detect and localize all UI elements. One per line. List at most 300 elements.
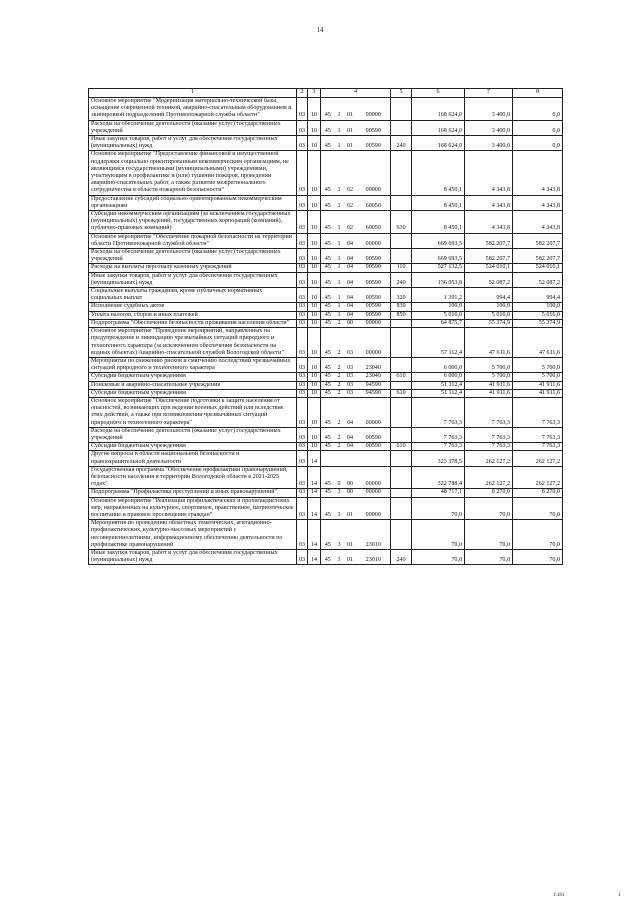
row-section-cell: 03 xyxy=(297,497,308,520)
row-expense-type-cell xyxy=(391,381,412,389)
row-amount-2023-cell: 70,0 xyxy=(513,520,563,550)
row-code-direction-cell: 00590 xyxy=(357,427,391,442)
row-name-cell: Расходы на обеспечение деятельности (оказание услуг) государственных учреждений xyxy=(89,427,297,442)
row-code-subprogram-cell: 1 xyxy=(335,195,344,210)
row-amount-2023-cell: 0,0 xyxy=(513,120,563,135)
table-row xyxy=(89,195,563,210)
table-row xyxy=(89,264,563,272)
row-section-cell: 03 xyxy=(297,211,308,234)
row-section-cell: 03 xyxy=(297,443,308,451)
table-row xyxy=(89,151,563,195)
row-code-subprogram-cell: 2 xyxy=(335,397,344,427)
table-body xyxy=(89,98,563,565)
row-code-program-cell: 45 xyxy=(321,373,335,381)
row-code-subprogram-cell: 1 xyxy=(335,211,344,234)
row-section-cell: 03 xyxy=(297,98,308,121)
row-section-cell: 03 xyxy=(297,389,308,397)
row-subsection-cell: 10 xyxy=(308,272,321,287)
row-amount-2022-cell: 41 911,6 xyxy=(465,381,513,389)
row-code-event-cell: 00 xyxy=(344,489,357,497)
row-subsection-cell: 10 xyxy=(308,389,321,397)
row-section-cell: 03 xyxy=(297,272,308,287)
row-section-cell: 03 xyxy=(297,136,308,151)
row-code-program-cell: 45 xyxy=(321,466,335,489)
row-code-direction-cell: 00000 xyxy=(357,489,391,497)
row-code-event-cell: 00 xyxy=(344,319,357,327)
row-amount-2023-cell: 4 343,8 xyxy=(513,151,563,195)
row-amount-2021-cell: 7 763,3 xyxy=(412,397,465,427)
table-header-row xyxy=(89,89,563,98)
row-amount-2023-cell: 262 127,2 xyxy=(513,451,563,466)
row-code-program-cell: 45 xyxy=(321,120,335,135)
row-amount-2021-cell: 136 053,8 xyxy=(412,272,465,287)
row-amount-2022-cell: 5 700,0 xyxy=(465,373,513,381)
row-code-direction-cell: 00000 xyxy=(357,319,391,327)
row-amount-2023-cell: 100,0 xyxy=(513,303,563,311)
table-row xyxy=(89,303,563,311)
row-code-subprogram-cell: 1 xyxy=(335,136,344,151)
row-code-direction-cell: 00590 xyxy=(357,311,391,319)
table-row xyxy=(89,328,563,358)
row-amount-2023-cell: 4 343,8 xyxy=(513,195,563,210)
row-code-event-cell: 01 xyxy=(344,497,357,520)
row-section-cell: 03 xyxy=(297,357,308,372)
row-code-event-cell: 01 xyxy=(344,549,357,564)
row-subsection-cell: 10 xyxy=(308,136,321,151)
row-code-program-cell: 45 xyxy=(321,264,335,272)
row-code-event-cell: 04 xyxy=(344,288,357,303)
row-expense-type-cell: 320 xyxy=(391,288,412,303)
row-expense-type-cell xyxy=(391,319,412,327)
row-code-event-cell: 03 xyxy=(344,381,357,389)
row-expense-type-cell: 610 xyxy=(391,443,412,451)
row-name-cell: Основное мероприятие "Обеспечение пожарной безопасности на территории области Противопожарной службой области" xyxy=(89,233,297,248)
row-code-direction-cell: 94590 xyxy=(357,381,391,389)
row-code-event-cell: 02 xyxy=(344,195,357,210)
row-amount-2023-cell: 582 207,7 xyxy=(513,233,563,248)
row-name-cell: Государственная программа "Обеспечение профилактики правонарушений, безопасности населения и территории Вологодской области в 2021-2025 годах" xyxy=(89,466,297,489)
header-cell-8: 8 xyxy=(513,89,563,98)
row-amount-2022-cell: 262 127,2 xyxy=(465,466,513,489)
row-code-direction-cell: 00590 xyxy=(357,264,391,272)
row-amount-2022-cell: 582 207,7 xyxy=(465,249,513,264)
row-name-cell: Расходы на обеспечение деятельности (оказание услуг) государственных учреждений xyxy=(89,249,297,264)
footer-mark: 1 xyxy=(618,893,621,898)
row-subsection-cell: 14 xyxy=(308,451,321,466)
table-row xyxy=(89,373,563,381)
row-expense-type-cell: 240 xyxy=(391,549,412,564)
row-amount-2021-cell: 1 391,2 xyxy=(412,288,465,303)
row-code-event-cell: 04 xyxy=(344,397,357,427)
row-code-event-cell: 04 xyxy=(344,443,357,451)
row-expense-type-cell: 630 xyxy=(391,211,412,234)
row-section-cell: 03 xyxy=(297,549,308,564)
row-amount-2021-cell: 168 624,0 xyxy=(412,136,465,151)
table-row xyxy=(89,272,563,287)
row-expense-type-cell: 110 xyxy=(391,264,412,272)
row-code-program-cell: 45 xyxy=(321,151,335,195)
row-amount-2021-cell: 57 112,4 xyxy=(412,328,465,358)
row-amount-2023-cell: 0,0 xyxy=(513,98,563,121)
row-expense-type-cell xyxy=(391,520,412,550)
row-code-direction-cell: 60050 xyxy=(357,211,391,234)
row-code-subprogram-cell: 2 xyxy=(335,381,344,389)
row-subsection-cell: 10 xyxy=(308,211,321,234)
row-subsection-cell: 10 xyxy=(308,288,321,303)
row-code-direction-cell: 00000 xyxy=(357,151,391,195)
row-code-subprogram-cell: 3 xyxy=(335,520,344,550)
row-code-subprogram-cell: 3 xyxy=(335,549,344,564)
row-code-program-cell: 45 xyxy=(321,381,335,389)
table-row xyxy=(89,466,563,489)
row-expense-type-cell: 830 xyxy=(391,303,412,311)
header-cell-1: 1 xyxy=(89,89,297,98)
row-section-cell: 03 xyxy=(297,489,308,497)
row-section-cell: 03 xyxy=(297,151,308,195)
row-subsection-cell: 10 xyxy=(308,381,321,389)
row-code-subprogram-cell: 2 xyxy=(335,389,344,397)
row-code-program-cell: 45 xyxy=(321,497,335,520)
row-amount-2021-cell: 322 788,4 xyxy=(412,466,465,489)
row-amount-2021-cell: 168 624,0 xyxy=(412,98,465,121)
row-code-program-cell: 45 xyxy=(321,272,335,287)
row-amount-2021-cell: 70,0 xyxy=(412,497,465,520)
row-code-subprogram-cell: 1 xyxy=(335,98,344,121)
row-code-program-cell: 45 xyxy=(321,249,335,264)
row-subsection-cell: 14 xyxy=(308,489,321,497)
row-name-cell: Социальные выплаты гражданам, кроме публичных нормативных социальных выплат xyxy=(89,288,297,303)
row-code-direction-cell: 00590 xyxy=(357,120,391,135)
row-name-cell: Субсидии бюджетным учреждениям xyxy=(89,443,297,451)
row-code-program-cell: 45 xyxy=(321,136,335,151)
row-code-subprogram-cell: 1 xyxy=(335,264,344,272)
row-subsection-cell: 10 xyxy=(308,233,321,248)
row-expense-type-cell xyxy=(391,357,412,372)
row-code-event-cell: 01 xyxy=(344,136,357,151)
row-amount-2021-cell: 527 132,5 xyxy=(412,264,465,272)
row-code-subprogram-cell: 1 xyxy=(335,249,344,264)
row-amount-2021-cell: 8 450,1 xyxy=(412,151,465,195)
row-expense-type-cell: 610 xyxy=(391,389,412,397)
row-code-event-cell: 04 xyxy=(344,233,357,248)
row-subsection-cell: 10 xyxy=(308,443,321,451)
row-code-subprogram-cell: 1 xyxy=(335,151,344,195)
row-amount-2022-cell: 4 343,8 xyxy=(465,151,513,195)
row-code-event-cell: 03 xyxy=(344,328,357,358)
row-code-direction-cell: 23040 xyxy=(357,373,391,381)
row-subsection-cell: 10 xyxy=(308,311,321,319)
row-code-program-cell: 45 xyxy=(321,520,335,550)
row-code-event-cell: 03 xyxy=(344,357,357,372)
row-expense-type-cell xyxy=(391,397,412,427)
row-subsection-cell: 10 xyxy=(308,357,321,372)
row-code-event-cell: 00 xyxy=(344,466,357,489)
row-code-program-cell: 45 xyxy=(321,98,335,121)
row-code-event-cell: 02 xyxy=(344,151,357,195)
row-code-subprogram-cell: 2 xyxy=(335,319,344,327)
row-expense-type-cell xyxy=(391,328,412,358)
row-expense-type-cell xyxy=(391,151,412,195)
row-amount-2022-cell: 7 763,3 xyxy=(465,427,513,442)
row-expense-type-cell: 610 xyxy=(391,373,412,381)
row-section-cell: 03 xyxy=(297,520,308,550)
row-name-cell: Основное мероприятие "Реализация профилактических и пропагандистских мер, направленных на культурное, спортивное, нравственное, патриотическое воспитание и правовое просвещение граждан" xyxy=(89,497,297,520)
row-code-subprogram-cell: 2 xyxy=(335,373,344,381)
row-subsection-cell: 14 xyxy=(308,549,321,564)
row-subsection-cell: 10 xyxy=(308,264,321,272)
row-code-event-cell: 04 xyxy=(344,272,357,287)
row-amount-2023-cell: 262 127,2 xyxy=(513,466,563,489)
row-code-program-cell: 45 xyxy=(321,303,335,311)
row-expense-type-cell xyxy=(391,497,412,520)
row-amount-2021-cell: 51 112,4 xyxy=(412,389,465,397)
row-code-direction-cell: 00000 xyxy=(357,233,391,248)
row-amount-2023-cell: 52 087,2 xyxy=(513,272,563,287)
row-code-direction-cell: 00590 xyxy=(357,249,391,264)
row-code-direction-cell: 00000 xyxy=(357,466,391,489)
row-expense-type-cell: 240 xyxy=(391,136,412,151)
row-amount-2022-cell: 3 400,0 xyxy=(465,120,513,135)
table-row xyxy=(89,397,563,427)
row-amount-2022-cell: 582 207,7 xyxy=(465,233,513,248)
row-name-cell: Подпрограмма "Профилактика преступлений и иных правонарушений" xyxy=(89,489,297,497)
row-amount-2022-cell: 70,0 xyxy=(465,520,513,550)
table-row xyxy=(89,427,563,442)
row-amount-2023-cell: 994,4 xyxy=(513,288,563,303)
table-row xyxy=(89,211,563,234)
row-code-program-cell: 45 xyxy=(321,211,335,234)
row-amount-2022-cell: 5 700,0 xyxy=(465,357,513,372)
row-amount-2022-cell: 3 400,0 xyxy=(465,136,513,151)
row-section-cell: 03 xyxy=(297,249,308,264)
row-code-subprogram-cell: 1 xyxy=(335,120,344,135)
row-code-program-cell: 45 xyxy=(321,233,335,248)
page-number: 14 xyxy=(316,26,324,34)
row-code-program-cell: 45 xyxy=(321,389,335,397)
row-amount-2021-cell: 48 717,1 xyxy=(412,489,465,497)
row-code-subprogram-cell: 2 xyxy=(335,427,344,442)
row-code-program-cell: 45 xyxy=(321,397,335,427)
row-subsection-cell: 14 xyxy=(308,466,321,489)
row-code-program-cell: 45 xyxy=(321,195,335,210)
row-code-event-cell xyxy=(344,451,357,466)
row-name-cell: Иные закупки товаров, работ и услуг для обеспечения государственных (муниципальных) нужд xyxy=(89,549,297,564)
table-row xyxy=(89,136,563,151)
row-amount-2021-cell: 70,0 xyxy=(412,520,465,550)
row-expense-type-cell xyxy=(391,120,412,135)
header-cell-3: 3 xyxy=(308,89,321,98)
row-section-cell: 03 xyxy=(297,233,308,248)
row-code-direction-cell: 23010 xyxy=(357,549,391,564)
row-amount-2021-cell: 51 112,4 xyxy=(412,381,465,389)
row-amount-2023-cell: 7 763,3 xyxy=(513,397,563,427)
row-code-direction-cell: 00000 xyxy=(357,98,391,121)
table-row xyxy=(89,497,563,520)
row-subsection-cell: 14 xyxy=(308,520,321,550)
row-expense-type-cell xyxy=(391,466,412,489)
row-amount-2022-cell: 70,0 xyxy=(465,549,513,564)
row-name-cell: Иные закупки товаров, работ и услуг для обеспечения государственных (муниципальных) нужд xyxy=(89,272,297,287)
row-amount-2022-cell: 52 087,2 xyxy=(465,272,513,287)
row-amount-2023-cell: 4 343,8 xyxy=(513,211,563,234)
row-amount-2023-cell: 41 911,6 xyxy=(513,389,563,397)
row-code-event-cell: 01 xyxy=(344,120,357,135)
header-cell-4: 4 xyxy=(321,89,391,98)
row-amount-2021-cell: 70,0 xyxy=(412,549,465,564)
row-code-subprogram-cell: 2 xyxy=(335,357,344,372)
row-code-event-cell: 01 xyxy=(344,98,357,121)
row-code-subprogram-cell: 2 xyxy=(335,443,344,451)
row-amount-2023-cell: 582 207,7 xyxy=(513,249,563,264)
row-subsection-cell: 10 xyxy=(308,397,321,427)
row-name-cell: Основное мероприятие "Обеспечение подготовки к защите населения от опасностей, возникающих при ведении военных действий или вследствие этих действий, а также при возникновении чрезвычайных ситуаций природного и техногенного характера" xyxy=(89,397,297,427)
row-section-cell: 03 xyxy=(297,381,308,389)
row-amount-2023-cell: 7 763,3 xyxy=(513,443,563,451)
row-code-direction-cell: 00590 xyxy=(357,136,391,151)
row-code-direction-cell: 00590 xyxy=(357,443,391,451)
row-expense-type-cell: 240 xyxy=(391,272,412,287)
row-code-direction-cell: 23010 xyxy=(357,520,391,550)
row-amount-2021-cell: 8 450,1 xyxy=(412,211,465,234)
row-code-program-cell: 45 xyxy=(321,328,335,358)
row-code-program-cell: 45 xyxy=(321,357,335,372)
row-code-event-cell: 04 xyxy=(344,303,357,311)
row-code-subprogram-cell: 0 xyxy=(335,466,344,489)
row-subsection-cell: 10 xyxy=(308,120,321,135)
row-code-direction-cell: 00590 xyxy=(357,288,391,303)
row-amount-2022-cell: 47 611,6 xyxy=(465,328,513,358)
row-name-cell: Предоставление субсидий социально ориентированным некоммерческим организациям xyxy=(89,195,297,210)
row-code-program-cell: 45 xyxy=(321,288,335,303)
row-code-subprogram-cell: 2 xyxy=(335,328,344,358)
row-code-program-cell: 45 xyxy=(321,443,335,451)
row-name-cell: Поисковые и аварийно-спасательные учреждения xyxy=(89,381,297,389)
row-name-cell: Субсидии бюджетным учреждениям xyxy=(89,389,297,397)
row-section-cell: 03 xyxy=(297,319,308,327)
row-subsection-cell: 10 xyxy=(308,303,321,311)
row-code-direction-cell: 60050 xyxy=(357,195,391,210)
header-cell-6: 6 xyxy=(412,89,465,98)
row-name-cell: Другие вопросы в области национальной безопасности и правоохранительной деятельности xyxy=(89,451,297,466)
table-row xyxy=(89,520,563,550)
table-row xyxy=(89,357,563,372)
row-code-program-cell: 45 xyxy=(321,427,335,442)
table-row xyxy=(89,311,563,319)
row-subsection-cell: 10 xyxy=(308,427,321,442)
row-code-program-cell: 45 xyxy=(321,549,335,564)
table-row xyxy=(89,451,563,466)
row-section-cell: 03 xyxy=(297,451,308,466)
row-code-program-cell: 45 xyxy=(321,311,335,319)
row-name-cell: Субсидии бюджетным учреждениям xyxy=(89,373,297,381)
row-amount-2021-cell: 100,0 xyxy=(412,303,465,311)
row-code-program-cell xyxy=(321,451,335,466)
row-amount-2023-cell: 70,0 xyxy=(513,497,563,520)
row-amount-2022-cell: 8 270,0 xyxy=(465,489,513,497)
table-row xyxy=(89,288,563,303)
row-code-direction-cell xyxy=(357,451,391,466)
row-name-cell: Расходы на выплаты персоналу казенных учреждений xyxy=(89,264,297,272)
row-expense-type-cell xyxy=(391,233,412,248)
table-row xyxy=(89,489,563,497)
row-amount-2021-cell: 6 000,0 xyxy=(412,373,465,381)
row-code-direction-cell: 23040 xyxy=(357,357,391,372)
row-code-event-cell: 03 xyxy=(344,373,357,381)
row-expense-type-cell xyxy=(391,489,412,497)
row-section-cell: 03 xyxy=(297,288,308,303)
row-name-cell: Основное мероприятие "Проведение мероприятий, направленных на предупреждение и ликвидацию чрезвычайных ситуаций природного и техногенного характера (за исключением обеспечения безопасности на водных объектах) Аварийно-спасательной службой Вологодской области" xyxy=(89,328,297,358)
row-code-direction-cell: 00000 xyxy=(357,397,391,427)
row-amount-2022-cell: 4 343,8 xyxy=(465,211,513,234)
table-row xyxy=(89,443,563,451)
row-code-subprogram-cell xyxy=(335,451,344,466)
row-amount-2022-cell: 524 010,1 xyxy=(465,264,513,272)
table-row xyxy=(89,389,563,397)
row-code-direction-cell: 94590 xyxy=(357,389,391,397)
header-cell-2: 2 xyxy=(297,89,308,98)
row-expense-type-cell: 850 xyxy=(391,311,412,319)
row-expense-type-cell xyxy=(391,249,412,264)
row-name-cell: Иные закупки товаров, работ и услуг для обеспечения государственных (муниципальных) нужд xyxy=(89,136,297,151)
row-code-subprogram-cell: 1 xyxy=(335,303,344,311)
row-amount-2023-cell: 5 016,0 xyxy=(513,311,563,319)
table-row xyxy=(89,549,563,564)
table-row xyxy=(89,233,563,248)
row-code-event-cell: 03 xyxy=(344,389,357,397)
row-amount-2023-cell: 55 374,9 xyxy=(513,319,563,327)
row-section-cell: 03 xyxy=(297,427,308,442)
footer-code: 1\181 xyxy=(553,893,565,898)
table-row xyxy=(89,98,563,121)
row-amount-2021-cell: 64 875,7 xyxy=(412,319,465,327)
row-code-program-cell: 45 xyxy=(321,319,335,327)
table-row xyxy=(89,381,563,389)
row-subsection-cell: 14 xyxy=(308,497,321,520)
row-amount-2023-cell: 524 010,1 xyxy=(513,264,563,272)
row-amount-2022-cell: 3 400,0 xyxy=(465,98,513,121)
row-subsection-cell: 10 xyxy=(308,195,321,210)
row-amount-2023-cell: 70,0 xyxy=(513,549,563,564)
row-amount-2023-cell: 7 763,3 xyxy=(513,427,563,442)
row-amount-2021-cell: 6 000,0 xyxy=(412,357,465,372)
row-name-cell: Основное мероприятие "Предоставление финансовой и имущественной поддержки социально ориентированным некоммерческим организациям, не являющимся государственными (муниципальными) учреждениями, участвующим в профилактике и (или) тушении пожаров, проведении аварийно-спасательных работ, а также развитие межрегионального сотрудничества в области пожарной безопасности" xyxy=(89,151,297,195)
row-expense-type-cell xyxy=(391,427,412,442)
row-code-event-cell: 04 xyxy=(344,311,357,319)
row-code-direction-cell: 00000 xyxy=(357,497,391,520)
row-name-cell: Мероприятия по проведению областных тематических, агитационно-профилактических, культурно-массовых мероприятий с несовершеннолетними, информационному обеспечению деятельности по профилактике правонарушений xyxy=(89,520,297,550)
row-section-cell: 03 xyxy=(297,264,308,272)
row-subsection-cell: 10 xyxy=(308,373,321,381)
row-expense-type-cell xyxy=(391,195,412,210)
row-amount-2023-cell: 41 911,6 xyxy=(513,381,563,389)
row-expense-type-cell xyxy=(391,451,412,466)
row-code-event-cell: 04 xyxy=(344,427,357,442)
row-amount-2021-cell: 669 693,5 xyxy=(412,249,465,264)
row-amount-2021-cell: 5 016,0 xyxy=(412,311,465,319)
row-amount-2023-cell: 0,0 xyxy=(513,136,563,151)
row-code-direction-cell: 00000 xyxy=(357,328,391,358)
header-cell-7: 7 xyxy=(465,89,513,98)
row-code-event-cell: 04 xyxy=(344,264,357,272)
row-amount-2023-cell: 47 611,6 xyxy=(513,328,563,358)
row-code-subprogram-cell: 1 xyxy=(335,272,344,287)
row-amount-2023-cell: 8 270,0 xyxy=(513,489,563,497)
row-amount-2021-cell: 8 450,1 xyxy=(412,195,465,210)
row-amount-2022-cell: 55 374,9 xyxy=(465,319,513,327)
row-amount-2022-cell: 4 343,8 xyxy=(465,195,513,210)
row-amount-2022-cell: 7 763,3 xyxy=(465,397,513,427)
row-name-cell: Мероприятия по снижению рисков и смягчению последствий чрезвычайных ситуаций природного и техногенного характера xyxy=(89,357,297,372)
